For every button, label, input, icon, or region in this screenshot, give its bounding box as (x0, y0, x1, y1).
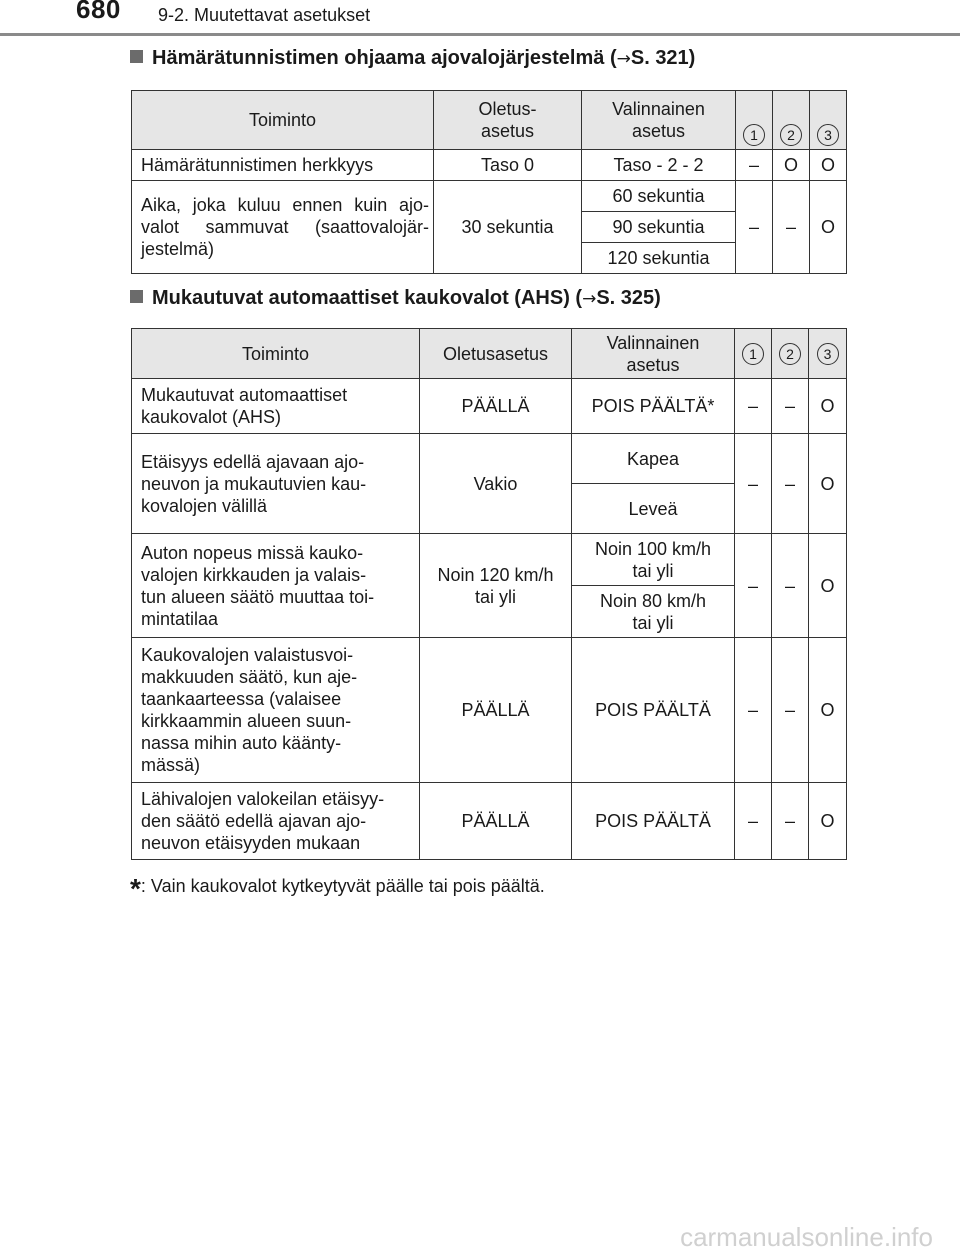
section1-title: Hämärätunnistimen ohjaama ajovalojärjestelmä (→S. 321) (130, 47, 695, 70)
footnote-text: : Vain kaukovalot kytkeytyvät päälle tai pois päältä. (140, 876, 545, 896)
col-customize-3 (810, 91, 847, 150)
table-row: Hämärätunnistimen herkkyys Taso 0 Taso - 2 - 2 – O O (132, 150, 847, 181)
page-number: 680 (76, 0, 121, 24)
section2-title: Mukautuvat automaattiset kaukovalot (AHS) (→S. 325) (130, 287, 661, 310)
section2-page-ref[interactable]: S. 325) (596, 287, 661, 309)
table-row: 90 sekuntia (132, 212, 847, 243)
asterisk-mark: * (130, 873, 141, 904)
col-customize-2 (772, 329, 809, 379)
table-row: 120 sekuntia (132, 243, 847, 274)
col-customize-2 (773, 91, 810, 150)
arrow-right-icon: → (616, 49, 631, 69)
table-row: Etäisyys edellä ajavaan ajo- neuvon ja mukautuvien kau- kovalojen välillä Vakio Kapea – – O (132, 434, 847, 484)
circled-1-icon: 1 (743, 124, 765, 146)
chapter-title: 9-2. Muutettavat asetukset (158, 5, 371, 25)
table-row: Leveä (132, 484, 847, 534)
table-row: Aika, joka kuluu ennen kuin ajo-valot sammuvat (saattovalojär-jestelmä) 30 sekuntia 60 sekuntia – – O (132, 181, 847, 212)
header-rule (0, 33, 960, 36)
col-optional: Valinnainen asetus (582, 91, 736, 150)
section1-page-ref[interactable]: S. 321) (630, 47, 696, 69)
circled-3-icon: 3 (817, 124, 839, 146)
table-row: Kaukovalojen valaistusvoi- makkuuden säätö, kun aje- taankaarteessa (valaisee kirkkaammin alueen suun- nassa mihin auto käänty- mässä) PÄÄLLÄ POIS PÄÄLTÄ – – O (132, 638, 847, 783)
arrow-right-icon: → (582, 289, 597, 309)
col-default: Oletusasetus (420, 329, 572, 379)
section2-table (131, 328, 847, 860)
watermark: carmanualsonline.info (680, 1222, 933, 1252)
col-function: Toiminto (132, 91, 434, 150)
bullet-square-icon (130, 290, 143, 303)
table-row: Lähivalojen valokeilan etäisyy- den säätö edellä ajavan ajo- neuvon etäisyyden mukaan PÄÄLLÄ POIS PÄÄLTÄ – – O (132, 783, 847, 860)
bullet-square-icon (130, 50, 143, 63)
table-row: Mukautuvat automaattiset kaukovalot (AHS) PÄÄLLÄ POIS PÄÄLTÄ* – – O (132, 379, 847, 434)
circled-3-icon: 3 (817, 343, 839, 365)
circled-1-icon: 1 (742, 343, 764, 365)
footnote (130, 873, 545, 905)
col-customize-1 (735, 329, 772, 379)
col-customize-1 (736, 91, 773, 150)
circled-2-icon: 2 (780, 124, 802, 146)
table-row: Auton nopeus missä kauko- valojen kirkkauden ja valais- tun alueen säätö muuttaa toi- mintatilaa Noin 120 km/h tai yli Noin 100 km/h tai yli – – O (132, 534, 847, 586)
table-header-row (132, 91, 847, 150)
col-customize-3 (809, 329, 847, 379)
col-optional: Valinnainen asetus (572, 329, 735, 379)
page-header (0, 0, 960, 40)
table-row: Noin 80 km/h tai yli (132, 586, 847, 638)
col-function: Toiminto (132, 329, 420, 379)
col-default: Oletus- asetus (434, 91, 582, 150)
table-header-row (132, 329, 847, 379)
section1-table (131, 90, 847, 274)
circled-2-icon: 2 (779, 343, 801, 365)
